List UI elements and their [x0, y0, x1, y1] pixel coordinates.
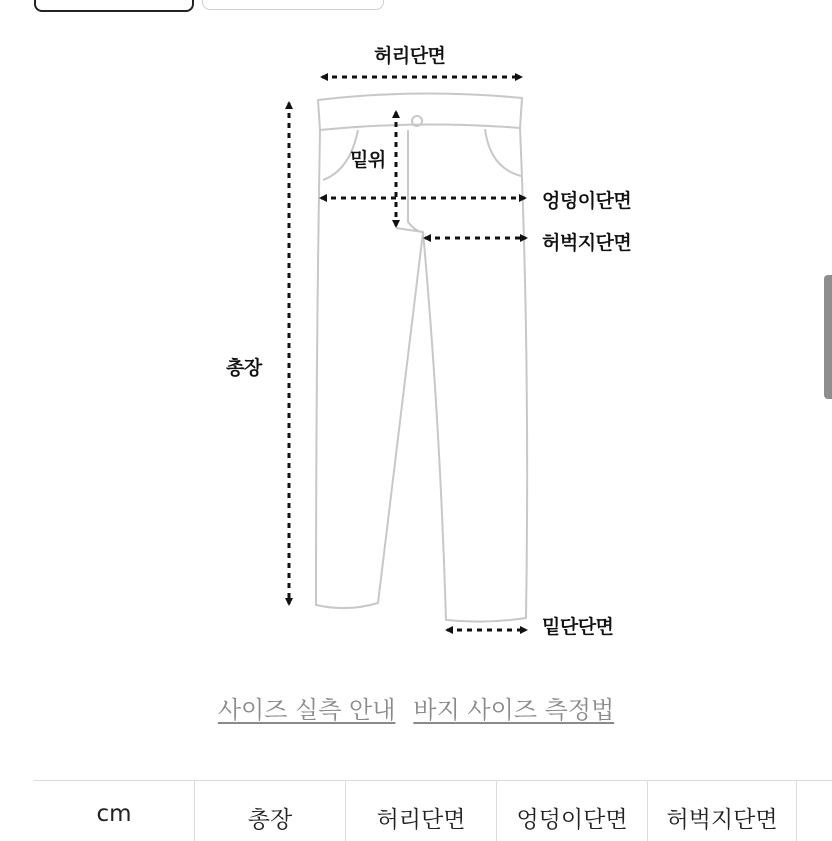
table-header-waist: 허리단면	[346, 781, 497, 841]
pants-outline	[316, 93, 527, 621]
table-header-unit: cm	[34, 781, 195, 841]
hem-label: 밑단단면	[542, 612, 613, 639]
table-header-length: 총장	[195, 781, 346, 841]
thigh-label: 허벅지단면	[542, 228, 631, 255]
size-guide-link[interactable]: 사이즈 실측 안내	[218, 690, 396, 725]
scrollbar[interactable]	[824, 275, 832, 399]
hip-label: 엉덩이단면	[542, 186, 631, 213]
table-header-row	[34, 781, 832, 841]
table-header-hip: 엉덩이단면	[497, 781, 648, 841]
table-header-thigh: 허벅지단면	[648, 781, 797, 841]
size-links	[0, 690, 832, 725]
rise-label: 밑위	[350, 145, 386, 172]
table-header-extra	[797, 781, 832, 841]
pants-measure-link[interactable]: 바지 사이즈 측정법	[413, 690, 614, 725]
length-label: 총장	[226, 353, 262, 380]
waist-label: 허리단면	[374, 41, 445, 68]
